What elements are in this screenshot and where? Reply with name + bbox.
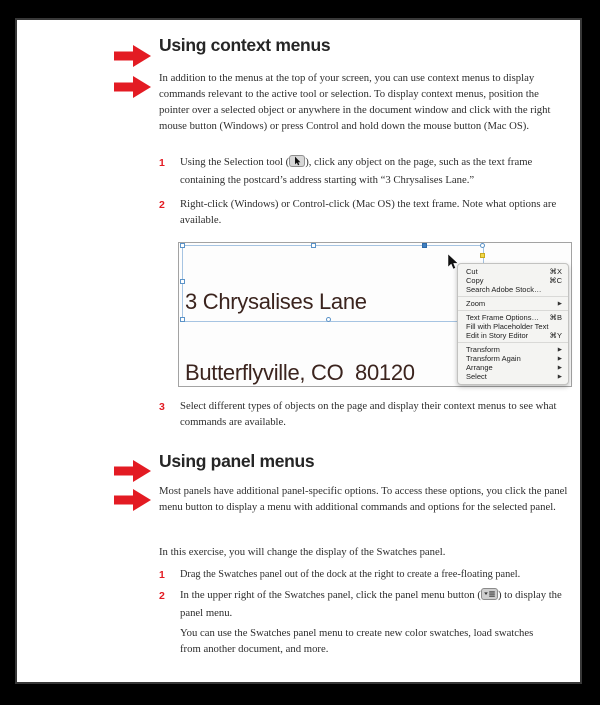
step-3-context [159, 399, 573, 431]
menu-separator [458, 342, 568, 343]
step-2-context [159, 197, 573, 229]
panel-menus-intro-paragraph: Most panels have additional panel-specific options. To access these options, you click the panel menu button to display a menu with additional commands and options for the selected panel. [159, 485, 568, 513]
context-menu-item-transform[interactable]: Transform ▶ [466, 345, 562, 354]
frame-handle-top-filled[interactable] [422, 243, 427, 248]
step-number: 2 [159, 198, 165, 211]
context-menu-item-arrange[interactable]: Arrange ▶ [466, 363, 562, 372]
frame-handle-bottom-left[interactable] [180, 317, 185, 322]
frame-handle-left-middle[interactable] [180, 279, 185, 284]
context-menu-screenshot-figure [178, 242, 572, 387]
context-menu-item-zoom[interactable]: Zoom ▶ [466, 299, 562, 308]
context-menu-item-edit-in-story-editor[interactable]: Edit in Story Editor ⌘Y [466, 331, 562, 340]
frame-handle-top-left[interactable] [180, 243, 185, 248]
red-arrow-heading-icon [114, 460, 151, 487]
step-2-panel [159, 588, 573, 622]
red-arrow-paragraph-icon [114, 489, 151, 516]
submenu-arrow-icon: ▶ [557, 364, 562, 371]
mouse-pointer-icon [447, 254, 459, 276]
step-1-context [159, 155, 573, 189]
frame-handle-top-center[interactable] [311, 243, 316, 248]
section-heading-panel-menus: Using panel menus [159, 451, 315, 471]
context-menus-intro-paragraph: In addition to the menus at the top of your screen, you can use context menus to display commands relevant to the active tool or selection. To display context menus, position the pointer over a selected object or anywhere in the document window and click with the right mouse button (Windows) or press Control and hold down the mouse button (Mac OS). [159, 72, 551, 132]
menu-separator [458, 296, 568, 297]
step-text: Select different types of objects on the page and display their context menus to see what commands are available. [180, 400, 557, 428]
exercise-paragraph: In this exercise, you will change the display of the Swatches panel. [159, 546, 446, 558]
context-menu-item-copy[interactable]: Copy ⌘C [466, 276, 562, 285]
section-heading-context-menus: Using context menus [159, 35, 331, 55]
submenu-arrow-icon: ▶ [557, 373, 562, 380]
context-menu-item-fill-with-placeholder-text[interactable]: Fill with Placeholder Text [466, 322, 549, 331]
selection-tool-icon [289, 155, 305, 173]
context-menu-item-transform-again[interactable]: Transform Again ▶ [466, 354, 562, 363]
submenu-arrow-icon: ▶ [557, 300, 562, 307]
context-menu-item-text-frame-options[interactable]: Text Frame Options… ⌘B [466, 313, 562, 322]
context-menu-item-cut[interactable]: Cut ⌘X [466, 267, 562, 276]
context-menu [457, 263, 569, 385]
menu-separator [458, 310, 568, 311]
step-1-panel [159, 567, 579, 584]
submenu-arrow-icon: ▶ [557, 355, 562, 362]
corner-options-handle[interactable] [480, 253, 485, 258]
step-number: 1 [159, 569, 165, 581]
red-arrow-heading-icon [114, 45, 151, 72]
context-menu-item-select[interactable]: Select ▶ [466, 372, 562, 381]
frame-out-port[interactable] [480, 243, 485, 248]
step-text: Right-click (Windows) or Control-click (Mac OS) the text frame. Note what options are available. [180, 197, 557, 226]
step-text: Drag the Swatches panel out of the dock at the right to create a free-floating panel. [180, 569, 521, 580]
address-line-1: 3 Chrysalises Lane [185, 289, 367, 314]
red-arrow-paragraph-icon [114, 76, 151, 103]
step-number: 2 [159, 590, 165, 602]
step-text: Using the Selection tool ( ), click any object on the page, such as the text frame containing the postcard’s address starting with “3 Chrysalises Lane.” [180, 156, 533, 186]
address-line-2: Butterflyville, CO 80120 [185, 359, 415, 385]
step-number: 3 [159, 401, 165, 413]
frame-handle-bottom-center[interactable] [326, 317, 331, 322]
step-number: 1 [159, 157, 165, 169]
page [15, 18, 582, 684]
panel-menu-note-paragraph: You can use the Swatches panel menu to create new color swatches, load swatches from another document, and more. [180, 627, 534, 655]
submenu-arrow-icon: ▶ [557, 346, 562, 353]
context-menu-item-search-adobe-stock[interactable]: Search Adobe Stock… [466, 285, 542, 294]
step-text: In the upper right of the Swatches panel, click the panel menu button ( ) to display the panel menu. [180, 589, 562, 619]
panel-menu-button-icon [481, 588, 498, 606]
